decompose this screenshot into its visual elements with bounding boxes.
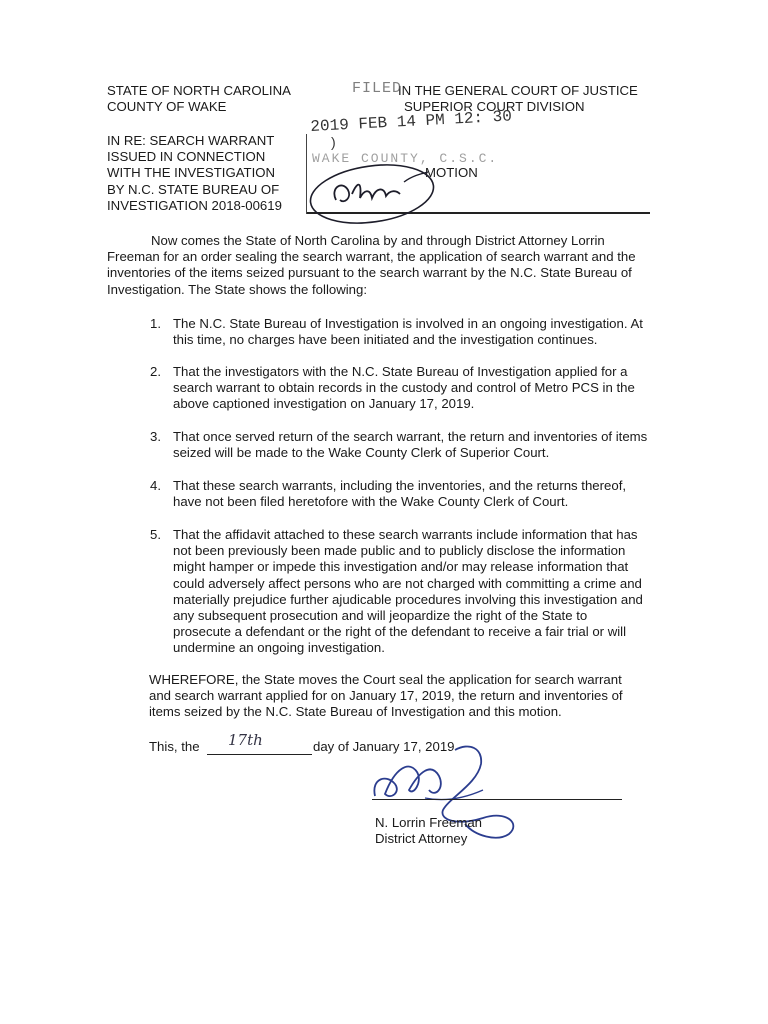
in-re-line-1: IN RE: SEARCH WARRANT — [107, 133, 275, 148]
in-re-block — [107, 133, 282, 214]
motion-label: MOTION — [425, 165, 478, 180]
clerk-stamp: WAKE COUNTY, C.S.C. — [312, 151, 499, 166]
dateline-handwritten-day: 17th — [228, 731, 263, 749]
item-line: not been previously been made public and to publicly disclose the information — [173, 543, 626, 559]
item-number: 3. — [150, 429, 161, 444]
intro-line-3: inventories of the items seized pursuant to the search warrant by the N.C. State Bureau of — [107, 265, 632, 281]
item-line: could adversely affect persons who are not charged with committing a crime and — [173, 575, 642, 591]
item-number: 5. — [150, 527, 161, 542]
item-line: undermine an ongoing investigation. — [173, 640, 385, 656]
item-line: That once served return of the search warrant, the return and inventories of items — [173, 429, 648, 444]
in-re-line-3: WITH THE INVESTIGATION — [107, 165, 276, 181]
signer-name: N. Lorrin Freeman — [375, 815, 483, 830]
signer-title: District Attorney — [375, 831, 468, 846]
clerk-initials-signature — [300, 160, 450, 232]
stamp-bracket: ) — [331, 134, 336, 150]
dateline-prefix: This, the — [149, 739, 200, 754]
date-stamp: 2019 FEB 14 PM 12: 30 — [310, 107, 513, 136]
in-re-line-2: ISSUED IN CONNECTION — [107, 149, 266, 165]
in-re-line-5: INVESTIGATION 2018-00619 — [107, 197, 282, 213]
item-line: That the investigators with the N.C. State Bureau of Investigation applied for a — [173, 364, 628, 379]
intro-paragraph — [107, 233, 636, 298]
intro-line-4: Investigation. The State shows the following: — [107, 281, 367, 297]
item-line: this time, no charges have been initiated and the investigation continues. — [173, 332, 598, 348]
filed-stamp: FILED — [352, 80, 403, 97]
intro-line-1: Now comes the State of North Carolina by and through District Attorney Lorrin — [151, 233, 605, 248]
item-number: 2. — [150, 364, 161, 379]
item-line: That the affidavit attached to these search warrants include information that has — [173, 527, 638, 542]
caption-county: COUNTY OF WAKE — [107, 99, 227, 115]
item-number: 1. — [150, 316, 161, 331]
dateline-suffix: day of January 17, 2019 — [313, 739, 455, 754]
wherefore-line-3: items seized by the N.C. State Bureau of Investigation and this motion. — [149, 704, 562, 720]
item-line: materially prejudice further ajudicable procedures involving this investigation and — [173, 591, 643, 607]
caption-court: IN THE GENERAL COURT OF JUSTICE — [398, 83, 638, 98]
intro-line-2: Freeman for an order sealing the search warrant, the application of search warrant and the — [107, 249, 636, 265]
caption-state: STATE OF NORTH CAROLINA — [107, 83, 291, 98]
item-line: That these search warrants, including the inventories, and the returns thereof, — [173, 478, 627, 493]
item-line: any subsequent prosecution and will jeopardize the right of the State to — [173, 608, 588, 624]
wherefore-paragraph — [149, 672, 623, 721]
item-line: search warrant to obtain records in the custody and control of Metro PCS in the — [173, 380, 635, 396]
wherefore-line-2: and search warrant applied for on January 17, 2019, the return and inventories of — [149, 688, 623, 704]
item-line: have not been filed heretofore with the Wake County Clerk of Court. — [173, 494, 569, 510]
caption-left — [107, 83, 291, 115]
wherefore-line-1: WHEREFORE, the State moves the Court seal the application for search warrant — [149, 672, 622, 687]
item-line: above captioned investigation on January 17, 2019. — [173, 396, 475, 412]
item-line: prosecute a defendant or the right of the defendant to receive a fair trial or will — [173, 624, 627, 640]
in-re-line-4: BY N.C. STATE BUREAU OF — [107, 181, 280, 197]
dateline-blank-rule — [207, 754, 312, 755]
caption-division: SUPERIOR COURT DIVISION — [404, 99, 585, 115]
item-line: might hamper or impede this investigation and/or may release information that — [173, 559, 629, 575]
signature-rule — [372, 799, 622, 800]
item-line: seized will be made to the Wake County Clerk of Superior Court. — [173, 445, 550, 461]
item-number: 4. — [150, 478, 161, 493]
item-line: The N.C. State Bureau of Investigation is involved in an ongoing investigation. At — [173, 316, 643, 331]
